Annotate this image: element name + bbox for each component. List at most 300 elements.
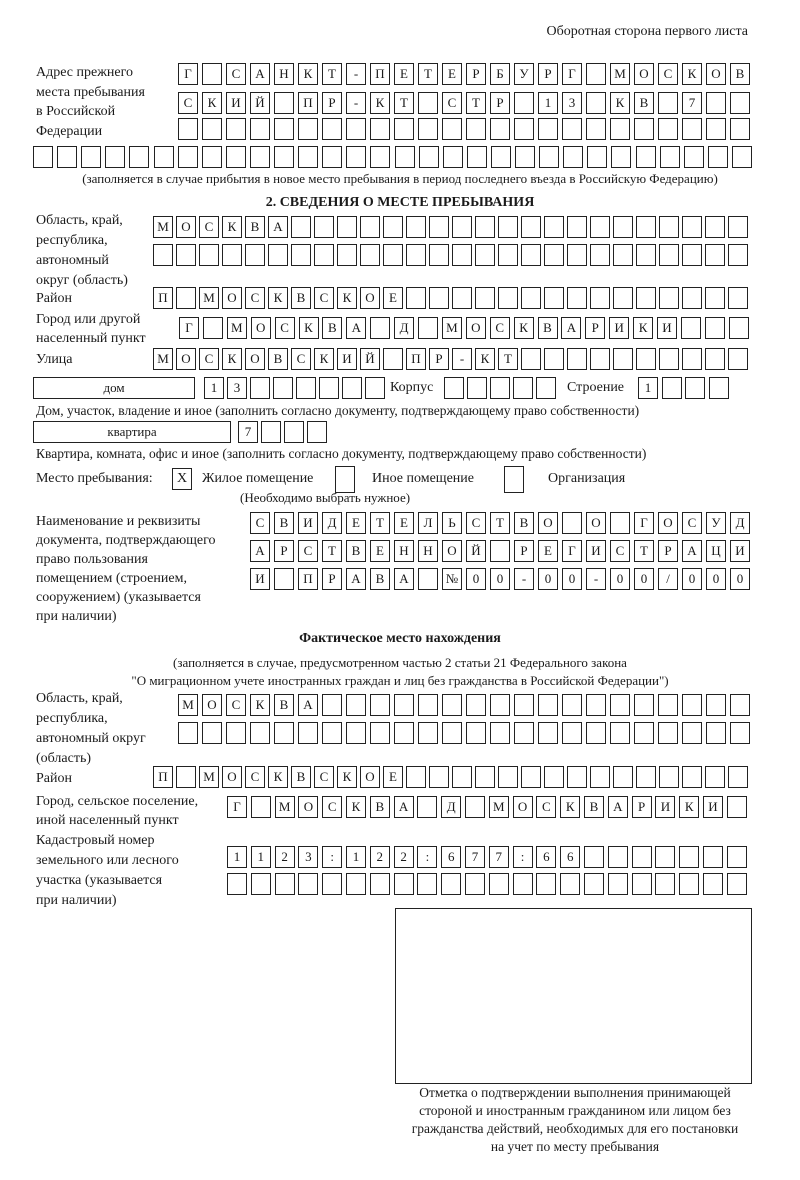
char-box[interactable]: К xyxy=(514,317,534,339)
char-box[interactable] xyxy=(154,146,174,168)
char-box[interactable]: М xyxy=(153,348,173,370)
char-box[interactable] xyxy=(728,766,748,788)
char-box[interactable] xyxy=(590,766,610,788)
char-box[interactable] xyxy=(250,146,270,168)
char-box[interactable]: И xyxy=(655,796,675,818)
char-box[interactable]: Н xyxy=(418,540,438,562)
char-box[interactable]: П xyxy=(298,92,318,114)
char-box[interactable] xyxy=(563,146,583,168)
char-box[interactable] xyxy=(706,118,726,140)
char-box[interactable] xyxy=(298,118,318,140)
char-box[interactable] xyxy=(274,568,294,590)
char-box[interactable]: М xyxy=(227,317,247,339)
char-box[interactable] xyxy=(498,216,518,238)
char-box[interactable]: У xyxy=(706,512,726,534)
char-box[interactable]: В xyxy=(514,512,534,534)
char-box[interactable]: К xyxy=(314,348,334,370)
char-box[interactable]: Д xyxy=(322,512,342,534)
char-box[interactable]: 1 xyxy=(227,846,247,868)
char-box[interactable]: 0 xyxy=(490,568,510,590)
char-box[interactable] xyxy=(322,694,342,716)
region-row-1[interactable] xyxy=(153,216,751,238)
char-box[interactable] xyxy=(538,722,558,744)
char-box[interactable]: И xyxy=(609,317,629,339)
char-box[interactable]: Т xyxy=(634,540,654,562)
city-row[interactable] xyxy=(179,317,753,339)
house-number-row[interactable] xyxy=(204,377,388,399)
char-box[interactable] xyxy=(395,146,415,168)
char-box[interactable] xyxy=(636,287,656,309)
char-box[interactable] xyxy=(465,796,485,818)
char-box[interactable] xyxy=(346,118,366,140)
char-box[interactable] xyxy=(584,846,604,868)
char-box[interactable]: А xyxy=(346,568,366,590)
char-box[interactable] xyxy=(562,512,582,534)
char-box[interactable] xyxy=(658,118,678,140)
char-box[interactable]: Р xyxy=(490,92,510,114)
char-box[interactable] xyxy=(560,873,580,895)
char-box[interactable] xyxy=(590,348,610,370)
char-box[interactable] xyxy=(466,694,486,716)
char-box[interactable] xyxy=(659,766,679,788)
char-box[interactable] xyxy=(226,722,246,744)
char-box[interactable]: В xyxy=(730,63,750,85)
char-box[interactable]: О xyxy=(442,540,462,562)
char-box[interactable] xyxy=(706,722,726,744)
char-box[interactable] xyxy=(682,694,702,716)
prev-address-row-4[interactable] xyxy=(33,146,756,168)
char-box[interactable]: Е xyxy=(394,512,414,534)
char-box[interactable] xyxy=(370,873,390,895)
char-box[interactable]: К xyxy=(560,796,580,818)
char-box[interactable] xyxy=(178,118,198,140)
checkbox-residential[interactable]: X xyxy=(172,468,192,490)
char-box[interactable] xyxy=(705,287,725,309)
char-box[interactable] xyxy=(202,146,222,168)
prev-address-row-3[interactable] xyxy=(178,118,754,140)
char-box[interactable]: А xyxy=(298,694,318,716)
char-box[interactable] xyxy=(610,118,630,140)
char-box[interactable] xyxy=(498,287,518,309)
char-box[interactable]: Е xyxy=(394,63,414,85)
char-box[interactable] xyxy=(250,377,270,399)
char-box[interactable] xyxy=(730,694,750,716)
char-box[interactable] xyxy=(178,146,198,168)
char-box[interactable] xyxy=(706,92,726,114)
char-box[interactable] xyxy=(590,244,610,266)
char-box[interactable] xyxy=(467,377,487,399)
char-box[interactable]: А xyxy=(608,796,628,818)
actual-region-row-1[interactable] xyxy=(178,694,754,716)
char-box[interactable]: В xyxy=(291,766,311,788)
char-box[interactable]: К xyxy=(202,92,222,114)
char-box[interactable]: 7 xyxy=(489,846,509,868)
char-box[interactable] xyxy=(608,846,628,868)
char-box[interactable] xyxy=(514,92,534,114)
char-box[interactable] xyxy=(634,722,654,744)
char-box[interactable] xyxy=(222,244,242,266)
char-box[interactable] xyxy=(515,146,535,168)
char-box[interactable]: О xyxy=(222,766,242,788)
district-row[interactable] xyxy=(153,287,751,309)
char-box[interactable] xyxy=(613,766,633,788)
char-box[interactable] xyxy=(544,244,564,266)
char-box[interactable]: В xyxy=(346,540,366,562)
char-box[interactable] xyxy=(586,63,606,85)
char-box[interactable] xyxy=(176,244,196,266)
char-box[interactable] xyxy=(586,118,606,140)
char-box[interactable]: О xyxy=(513,796,533,818)
char-box[interactable] xyxy=(682,287,702,309)
char-box[interactable] xyxy=(705,244,725,266)
char-box[interactable]: К xyxy=(250,694,270,716)
char-box[interactable]: О xyxy=(538,512,558,534)
char-box[interactable]: О xyxy=(360,287,380,309)
char-box[interactable] xyxy=(443,146,463,168)
char-box[interactable] xyxy=(203,317,223,339)
char-box[interactable]: В xyxy=(370,796,390,818)
char-box[interactable]: : xyxy=(513,846,533,868)
char-box[interactable] xyxy=(613,244,633,266)
char-box[interactable] xyxy=(662,377,682,399)
char-box[interactable] xyxy=(634,694,654,716)
char-box[interactable]: И xyxy=(298,512,318,534)
char-box[interactable]: О xyxy=(245,348,265,370)
char-box[interactable] xyxy=(291,244,311,266)
char-box[interactable] xyxy=(346,722,366,744)
char-box[interactable]: № xyxy=(442,568,462,590)
char-box[interactable] xyxy=(275,873,295,895)
char-box[interactable]: А xyxy=(394,568,414,590)
char-box[interactable]: С xyxy=(245,766,265,788)
char-box[interactable]: 6 xyxy=(441,846,461,868)
char-box[interactable]: 2 xyxy=(394,846,414,868)
char-box[interactable] xyxy=(342,377,362,399)
char-box[interactable] xyxy=(567,348,587,370)
char-box[interactable]: Н xyxy=(394,540,414,562)
char-box[interactable] xyxy=(634,118,654,140)
char-box[interactable]: 7 xyxy=(682,92,702,114)
char-box[interactable] xyxy=(429,244,449,266)
char-box[interactable] xyxy=(521,216,541,238)
house-type-field[interactable]: дом xyxy=(33,377,195,399)
char-box[interactable]: Р xyxy=(322,568,342,590)
char-box[interactable]: 6 xyxy=(560,846,580,868)
char-box[interactable]: К xyxy=(610,92,630,114)
char-box[interactable] xyxy=(636,216,656,238)
char-box[interactable] xyxy=(394,722,414,744)
char-box[interactable] xyxy=(365,377,385,399)
char-box[interactable]: К xyxy=(268,287,288,309)
char-box[interactable]: 1 xyxy=(538,92,558,114)
char-box[interactable] xyxy=(611,146,631,168)
char-box[interactable]: Т xyxy=(322,540,342,562)
char-box[interactable]: С xyxy=(442,92,462,114)
char-box[interactable] xyxy=(636,244,656,266)
char-box[interactable] xyxy=(337,244,357,266)
char-box[interactable] xyxy=(684,146,704,168)
char-box[interactable] xyxy=(608,873,628,895)
street-row[interactable] xyxy=(153,348,751,370)
char-box[interactable]: С xyxy=(658,63,678,85)
char-box[interactable] xyxy=(452,216,472,238)
char-box[interactable]: П xyxy=(298,568,318,590)
char-box[interactable] xyxy=(475,287,495,309)
char-box[interactable] xyxy=(314,216,334,238)
char-box[interactable]: К xyxy=(682,63,702,85)
prev-address-row-1[interactable] xyxy=(178,63,754,85)
char-box[interactable] xyxy=(636,146,656,168)
char-box[interactable] xyxy=(490,540,510,562)
char-box[interactable] xyxy=(475,244,495,266)
char-box[interactable]: С xyxy=(610,540,630,562)
char-box[interactable] xyxy=(544,766,564,788)
char-box[interactable] xyxy=(475,766,495,788)
char-box[interactable]: Р xyxy=(538,63,558,85)
char-box[interactable] xyxy=(418,694,438,716)
char-box[interactable] xyxy=(514,118,534,140)
char-box[interactable] xyxy=(632,846,652,868)
char-box[interactable] xyxy=(632,873,652,895)
char-box[interactable]: Г xyxy=(227,796,247,818)
char-box[interactable]: К xyxy=(370,92,390,114)
char-box[interactable] xyxy=(418,92,438,114)
char-box[interactable] xyxy=(705,766,725,788)
char-box[interactable] xyxy=(521,287,541,309)
char-box[interactable]: В xyxy=(245,216,265,238)
char-box[interactable]: Г xyxy=(179,317,199,339)
char-box[interactable] xyxy=(705,348,725,370)
char-box[interactable] xyxy=(610,512,630,534)
char-box[interactable] xyxy=(319,377,339,399)
char-box[interactable]: О xyxy=(251,317,271,339)
char-box[interactable]: К xyxy=(679,796,699,818)
char-box[interactable] xyxy=(57,146,77,168)
char-box[interactable]: А xyxy=(250,540,270,562)
region-row-2[interactable] xyxy=(153,244,751,266)
char-box[interactable] xyxy=(567,766,587,788)
char-box[interactable]: В xyxy=(322,317,342,339)
char-box[interactable]: К xyxy=(475,348,495,370)
char-box[interactable]: : xyxy=(417,846,437,868)
char-box[interactable] xyxy=(441,873,461,895)
char-box[interactable]: Р xyxy=(585,317,605,339)
char-box[interactable]: 3 xyxy=(298,846,318,868)
char-box[interactable]: Б xyxy=(490,63,510,85)
char-box[interactable] xyxy=(250,118,270,140)
char-box[interactable]: Ь xyxy=(442,512,462,534)
char-box[interactable] xyxy=(584,873,604,895)
char-box[interactable]: С xyxy=(199,216,219,238)
char-box[interactable]: 0 xyxy=(466,568,486,590)
char-box[interactable]: О xyxy=(658,512,678,534)
char-box[interactable]: Т xyxy=(490,512,510,534)
char-box[interactable] xyxy=(202,722,222,744)
char-box[interactable]: С xyxy=(226,63,246,85)
char-box[interactable] xyxy=(498,244,518,266)
char-box[interactable] xyxy=(659,244,679,266)
char-box[interactable]: К xyxy=(268,766,288,788)
char-box[interactable]: О xyxy=(222,287,242,309)
char-box[interactable] xyxy=(429,766,449,788)
char-box[interactable]: Г xyxy=(178,63,198,85)
char-box[interactable] xyxy=(452,287,472,309)
char-box[interactable] xyxy=(406,244,426,266)
char-box[interactable] xyxy=(727,796,747,818)
char-box[interactable]: Д xyxy=(394,317,414,339)
char-box[interactable] xyxy=(442,722,462,744)
char-box[interactable] xyxy=(514,722,534,744)
char-box[interactable] xyxy=(727,846,747,868)
char-box[interactable] xyxy=(452,766,472,788)
char-box[interactable]: Р xyxy=(514,540,534,562)
char-box[interactable] xyxy=(658,694,678,716)
char-box[interactable] xyxy=(513,873,533,895)
char-box[interactable] xyxy=(659,216,679,238)
char-box[interactable] xyxy=(730,722,750,744)
char-box[interactable] xyxy=(383,348,403,370)
char-box[interactable]: Р xyxy=(274,540,294,562)
char-box[interactable] xyxy=(129,146,149,168)
char-box[interactable]: С xyxy=(275,317,295,339)
char-box[interactable] xyxy=(370,146,390,168)
char-box[interactable]: 1 xyxy=(251,846,271,868)
char-box[interactable]: О xyxy=(298,796,318,818)
char-box[interactable] xyxy=(567,287,587,309)
char-box[interactable]: И xyxy=(250,568,270,590)
char-box[interactable]: М xyxy=(199,766,219,788)
char-box[interactable]: К xyxy=(337,287,357,309)
char-box[interactable]: В xyxy=(274,694,294,716)
char-box[interactable] xyxy=(610,722,630,744)
char-box[interactable]: : xyxy=(322,846,342,868)
char-box[interactable] xyxy=(202,118,222,140)
char-box[interactable] xyxy=(613,216,633,238)
char-box[interactable]: Р xyxy=(632,796,652,818)
char-box[interactable] xyxy=(562,694,582,716)
char-box[interactable] xyxy=(245,244,265,266)
char-box[interactable] xyxy=(727,873,747,895)
char-box[interactable]: Е xyxy=(383,287,403,309)
char-box[interactable] xyxy=(465,873,485,895)
char-box[interactable]: Т xyxy=(394,92,414,114)
char-box[interactable]: / xyxy=(658,568,678,590)
char-box[interactable] xyxy=(490,377,510,399)
char-box[interactable] xyxy=(655,873,675,895)
char-box[interactable] xyxy=(274,146,294,168)
char-box[interactable]: А xyxy=(682,540,702,562)
char-box[interactable]: И xyxy=(337,348,357,370)
char-box[interactable] xyxy=(586,722,606,744)
char-box[interactable] xyxy=(586,92,606,114)
char-box[interactable] xyxy=(322,146,342,168)
char-box[interactable]: Е xyxy=(383,766,403,788)
char-box[interactable] xyxy=(613,287,633,309)
char-box[interactable]: - xyxy=(514,568,534,590)
char-box[interactable]: В xyxy=(370,568,390,590)
char-box[interactable] xyxy=(567,244,587,266)
char-box[interactable]: М xyxy=(610,63,630,85)
char-box[interactable] xyxy=(538,118,558,140)
char-box[interactable] xyxy=(322,722,342,744)
char-box[interactable]: М xyxy=(489,796,509,818)
char-box[interactable]: О xyxy=(586,512,606,534)
char-box[interactable]: А xyxy=(561,317,581,339)
building-row[interactable] xyxy=(638,377,732,399)
korpus-row[interactable] xyxy=(444,377,559,399)
actual-region-row-2[interactable] xyxy=(178,722,754,744)
flat-type-field[interactable]: квартира xyxy=(33,421,231,443)
char-box[interactable]: И xyxy=(703,796,723,818)
char-box[interactable] xyxy=(587,146,607,168)
char-box[interactable] xyxy=(417,796,437,818)
char-box[interactable] xyxy=(679,846,699,868)
char-box[interactable]: - xyxy=(346,92,366,114)
char-box[interactable]: А xyxy=(250,63,270,85)
char-box[interactable] xyxy=(284,421,304,443)
char-box[interactable]: В xyxy=(268,348,288,370)
char-box[interactable]: П xyxy=(153,766,173,788)
char-box[interactable] xyxy=(682,244,702,266)
char-box[interactable]: Н xyxy=(274,63,294,85)
char-box[interactable]: 7 xyxy=(465,846,485,868)
char-box[interactable]: 3 xyxy=(227,377,247,399)
char-box[interactable]: Р xyxy=(658,540,678,562)
char-box[interactable]: С xyxy=(250,512,270,534)
char-box[interactable] xyxy=(728,287,748,309)
char-box[interactable]: 2 xyxy=(370,846,390,868)
char-box[interactable]: В xyxy=(291,287,311,309)
char-box[interactable] xyxy=(176,766,196,788)
char-box[interactable]: Т xyxy=(466,92,486,114)
char-box[interactable] xyxy=(682,766,702,788)
char-box[interactable] xyxy=(658,92,678,114)
char-box[interactable]: 6 xyxy=(536,846,556,868)
prev-address-row-2[interactable] xyxy=(178,92,754,114)
char-box[interactable]: 1 xyxy=(346,846,366,868)
char-box[interactable]: Г xyxy=(562,540,582,562)
char-box[interactable]: В xyxy=(584,796,604,818)
char-box[interactable] xyxy=(730,92,750,114)
char-box[interactable] xyxy=(251,796,271,818)
char-box[interactable]: Р xyxy=(322,92,342,114)
char-box[interactable] xyxy=(298,873,318,895)
char-box[interactable]: - xyxy=(452,348,472,370)
char-box[interactable] xyxy=(536,873,556,895)
char-box[interactable]: Г xyxy=(562,63,582,85)
char-box[interactable]: А xyxy=(394,796,414,818)
char-box[interactable]: М xyxy=(442,317,462,339)
char-box[interactable] xyxy=(491,146,511,168)
char-box[interactable] xyxy=(370,722,390,744)
char-box[interactable]: О xyxy=(202,694,222,716)
char-box[interactable]: 0 xyxy=(562,568,582,590)
char-box[interactable]: О xyxy=(466,317,486,339)
char-box[interactable]: С xyxy=(314,287,334,309)
char-box[interactable]: Т xyxy=(322,63,342,85)
cadastral-row-2[interactable] xyxy=(227,873,751,895)
char-box[interactable]: С xyxy=(536,796,556,818)
char-box[interactable] xyxy=(544,287,564,309)
char-box[interactable] xyxy=(466,118,486,140)
char-box[interactable] xyxy=(475,216,495,238)
char-box[interactable]: Д xyxy=(441,796,461,818)
char-box[interactable] xyxy=(274,118,294,140)
char-box[interactable] xyxy=(682,118,702,140)
char-box[interactable] xyxy=(728,244,748,266)
char-box[interactable] xyxy=(406,766,426,788)
char-box[interactable] xyxy=(613,348,633,370)
